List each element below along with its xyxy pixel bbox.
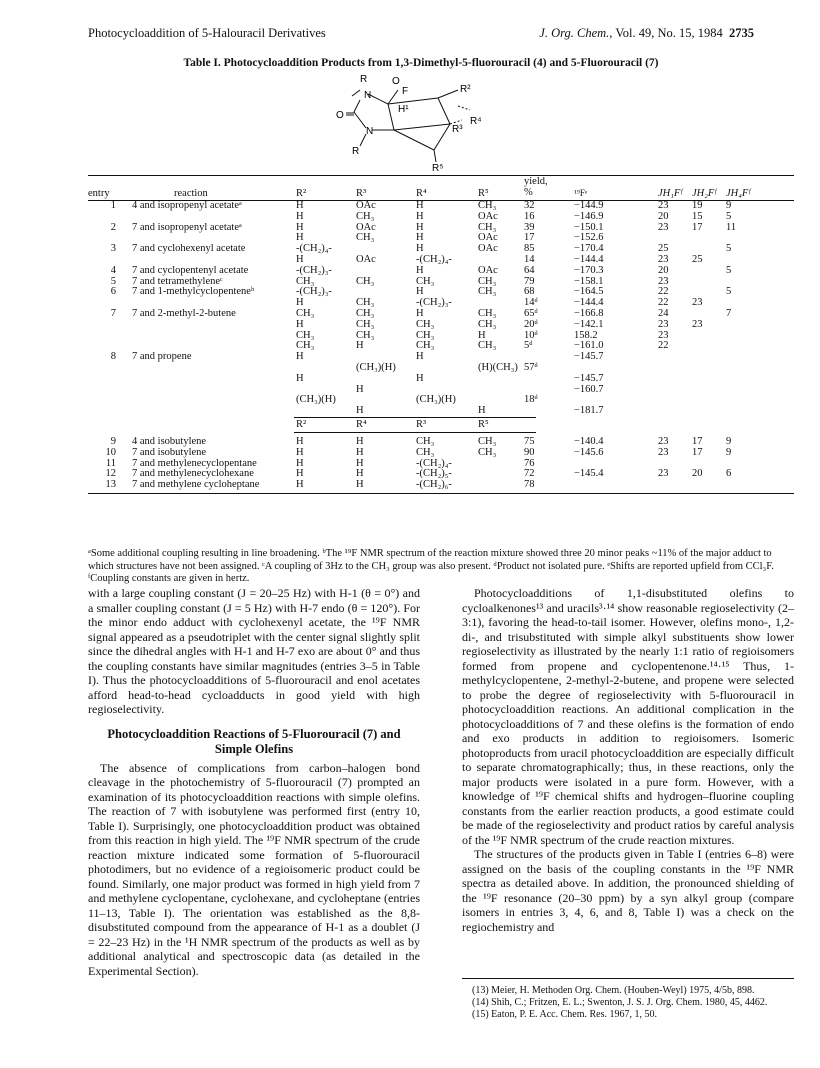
table-cell: CH₃ bbox=[478, 340, 497, 352]
running-header bbox=[88, 26, 754, 44]
table-subheader-row bbox=[88, 418, 794, 432]
table-cell: H bbox=[416, 264, 424, 276]
structure-label: O bbox=[392, 76, 400, 87]
table-cell: CH₃ bbox=[296, 329, 315, 341]
table-cell: (CH₃)(H) bbox=[416, 394, 456, 406]
table-cell: H bbox=[416, 351, 424, 363]
right-column bbox=[462, 586, 794, 934]
table-cell: H bbox=[296, 318, 304, 330]
table-cell: 4 and isopropenyl acetateᵃ bbox=[132, 200, 242, 211]
table-cell: 7 bbox=[110, 307, 116, 319]
table-cell: −145.4 bbox=[574, 468, 604, 480]
table-row bbox=[88, 341, 794, 352]
paragraph: The absence of complications from carbon–halogen bond cleavage in the photochemistry of 5-fluorouracil (7) prompted an examination of its photocycloaddition reactions with simple olefins. The reaction of 7 with isobutylene was performed first (entry 10, Table I). Surprisingly, one photocycloaddition product was obtained from this reaction in high yield. The ¹⁹F NMR spectrum of the crude reaction mixture indicated some formation of 5-fluorouracil photodimers, but no evidence of a regioisomeric product could be found. Similarly, one major product was formed in high yield from 7 and methylene cyclopentane, cyclohexane, and cycloheptane (entries 11–13, Table I). The orientation was established as the 8,8-disubstituted compound from the appearance of H-1 as a doublet (J = 22–23 Hz) in the ¹H NMR spectrum of the products as well as by additional analytical and spectroscopic data (as detailed in the Experimental Section). bbox=[88, 760, 420, 978]
table-cell: CH₃ bbox=[478, 221, 497, 233]
table-cell: 22 bbox=[658, 340, 669, 352]
table-row bbox=[88, 363, 794, 374]
table-cell: (CH₃)(H) bbox=[296, 394, 336, 406]
table-cell: 22 bbox=[658, 286, 669, 298]
table-row bbox=[88, 352, 794, 363]
table-cell: CH₃ bbox=[356, 297, 375, 309]
table-cell: OAc bbox=[478, 243, 498, 255]
table-row bbox=[88, 309, 794, 320]
table-cell: 23 bbox=[692, 318, 703, 330]
table-cell: 5ᵈ bbox=[524, 340, 533, 352]
table-cell: CH₃ bbox=[416, 340, 435, 352]
table-cell: H bbox=[356, 457, 364, 469]
left-column bbox=[88, 586, 420, 978]
table-cell: CH₃ bbox=[478, 446, 497, 458]
table-cell: H bbox=[416, 243, 424, 255]
table-cell: 20 bbox=[692, 468, 703, 480]
table-cell: −161.0 bbox=[574, 340, 604, 352]
table-cell: CH₃ bbox=[296, 307, 315, 319]
table-cell: CH₃ bbox=[356, 275, 375, 287]
table-cell: H bbox=[356, 405, 364, 417]
header-r2: R² bbox=[296, 188, 307, 199]
table-cell: H bbox=[296, 468, 304, 480]
table-cell: CH₃ bbox=[478, 307, 497, 319]
table-cell: OAc bbox=[478, 210, 498, 222]
page-number: 2735 bbox=[729, 26, 754, 40]
table-footnotes: ᵃSome additional coupling resulting in line broadening. ᵇThe ¹⁹F NMR spectrum of the reaction mixture showed three 20 minor peaks ~11% of the major adduct to which structures have not been assigned. ᶜA coupling of 3Hz to the CH₃ group was also present. ᵈProduct not isolated pure. ᵉShifts are reported upfield from CCl₃F. ᶠCoupling constants are given in hertz. bbox=[88, 548, 774, 584]
table-cell: H bbox=[356, 468, 364, 480]
table-cell: 17 bbox=[692, 221, 703, 233]
table-cell: 23 bbox=[658, 200, 669, 211]
table-cell: −158.1 bbox=[574, 275, 604, 287]
table-cell: CH₃ bbox=[478, 318, 497, 330]
table-cell: CH₃ bbox=[416, 275, 435, 287]
header-jh1f: JH₁Fᶠ bbox=[658, 188, 683, 199]
paragraph: The structures of the products given in Table I (entries 6–8) were assigned on the basis of the coupling constants in the ¹⁹F NMR spectra as detailed above. In addition, the pronounced shielding of the ¹⁹F resonance (20–30 ppm) by a syn alkyl group (compare isomers in entries 3, 4, 6, and 8, Table I) was a check on the regiochemistry and bbox=[462, 847, 794, 934]
table-cell: H bbox=[296, 351, 304, 363]
subheader-r4: R⁴ bbox=[356, 418, 367, 430]
table-cell: 20 bbox=[658, 210, 669, 222]
table-cell: 6 bbox=[110, 286, 116, 298]
table-cell: -(CH₂)₄- bbox=[416, 253, 452, 265]
table-cell: OAc bbox=[478, 232, 498, 244]
references bbox=[462, 978, 794, 1021]
table-cell: OAc bbox=[356, 221, 376, 233]
table-cell: −145.7 bbox=[574, 351, 604, 363]
table-cell: −152.6 bbox=[574, 232, 604, 244]
table-cell: 17 bbox=[692, 446, 703, 458]
table-cell: H bbox=[296, 221, 304, 233]
table-cell: H bbox=[356, 383, 364, 395]
table-cell: 79 bbox=[524, 275, 535, 287]
table-cell: CH₃ bbox=[416, 329, 435, 341]
table-cell: H bbox=[296, 457, 304, 469]
table-cell: 23 bbox=[658, 468, 669, 480]
header-r5: R⁵ bbox=[478, 188, 489, 199]
table-cell: H bbox=[416, 221, 424, 233]
journal-name: J. Org. Chem. bbox=[539, 26, 610, 40]
table-cell: H bbox=[356, 435, 364, 447]
table-cell: 7 and methylenecyclopentane bbox=[132, 457, 257, 469]
table-cell: 8 bbox=[110, 351, 116, 363]
table-cell: 158.2 bbox=[574, 329, 598, 341]
structure-label: F bbox=[402, 86, 409, 97]
table-cell: 17 bbox=[692, 435, 703, 447]
table-body-isobutylene bbox=[88, 437, 794, 491]
table-cell: −145.6 bbox=[574, 446, 604, 458]
table-cell: 90 bbox=[524, 446, 535, 458]
table-cell: H bbox=[356, 479, 364, 491]
table-cell: H bbox=[296, 372, 304, 384]
table-cell: 76 bbox=[524, 457, 535, 469]
table-cell: 23 bbox=[658, 329, 669, 341]
journal-citation bbox=[539, 26, 754, 41]
table-row bbox=[88, 212, 794, 223]
table-cell: 12 bbox=[105, 468, 116, 480]
table-cell: 3 bbox=[110, 243, 116, 255]
table-row bbox=[88, 395, 794, 406]
paragraph: Photocycloadditions of 1,1-disubstituted olefins to cycloalkenones¹³ and uracils³·¹⁴ show reasonable regioselectivity (2–3:1), favoring the head-to-tail isomer. However, olefins mono-, 1,2-di-, and trisubstituted with simple alkyl substituents show lower regioselectivity as illustrated by the nearly 1:1 ratio of regioisomers formed from propene and cyclopentenone.¹⁴·¹⁵ Thus, 1-methylcyclopentene, 2-methyl-2-butene, and propene were selected to probe the degree of regioselectivity with 5-fluorouracil in photocycloaddition reactions. An additional complication in the photocycloadditions of 7 and these olefins is the formation of endo and exo products in addition to regioisomers. Isomeric photoproducts from uracil photocycloaddition are especially difficult to separate chromatographically; thus, in these reactions, only the major products were isolated in a pure form. However, with a knowledge of ¹⁹F chemical shifts and hydrogen–fluorine coupling constants from the earlier reaction products, a good estimate could be made of the regioselectivity and product ratios by careful analysis of the ¹⁹F NMR spectrum of the crude reaction mixtures. bbox=[462, 586, 794, 847]
reference-14: (14) Shih, C.; Fritzen, E. L.; Swenton, J. S. J. Org. Chem. 1980, 45, 4462. bbox=[472, 997, 768, 1008]
structure-label: H¹ bbox=[398, 104, 409, 115]
structure-label: O bbox=[336, 110, 344, 121]
running-title: Photocycloaddition of 5-Halouracil Derivatives bbox=[88, 26, 326, 40]
structure-label: R bbox=[352, 146, 360, 157]
table-row bbox=[88, 266, 794, 277]
table-cell: CH₃ bbox=[416, 446, 435, 458]
table-cell: 39 bbox=[524, 221, 535, 233]
table-cell: −150.1 bbox=[574, 221, 604, 233]
table-cell: 14ᵈ bbox=[524, 297, 538, 309]
table-cell: 7 and isobutylene bbox=[132, 446, 207, 458]
table-cell: 5 bbox=[726, 243, 732, 255]
reference-15: (15) Eaton, P. E. Acc. Chem. Res. 1967, 1, 50. bbox=[472, 1009, 657, 1020]
structure-label: R³ bbox=[452, 124, 463, 135]
table-cell: 11 bbox=[726, 221, 737, 233]
table-cell: 4 and isobutylene bbox=[132, 435, 207, 447]
table-cell: -(CH₂)₆- bbox=[416, 479, 452, 491]
table-body-main bbox=[88, 201, 794, 417]
table-cell: −160.7 bbox=[574, 383, 604, 395]
reference-13: (13) Meier, H. Methoden Org. Chem. (Houben-Weyl) 1975, 4/5b, 898. bbox=[472, 985, 755, 996]
table-cell: 7 and cyclohexenyl acetate bbox=[132, 243, 246, 255]
table-row bbox=[88, 374, 794, 385]
table-cell: 7 and tetramethyleneᶜ bbox=[132, 275, 223, 287]
table-cell: −144.4 bbox=[574, 253, 604, 265]
table-cell: 15 bbox=[692, 210, 703, 222]
table-cell: H bbox=[478, 329, 486, 341]
table-row bbox=[88, 320, 794, 331]
table-row bbox=[88, 331, 794, 342]
table-cell: H bbox=[296, 200, 304, 211]
table-cell: 18ᵈ bbox=[524, 394, 538, 406]
table-header-row bbox=[88, 176, 794, 200]
table-cell: 5 bbox=[110, 275, 116, 287]
table-cell: 5 bbox=[726, 264, 732, 276]
table-cell: 4 bbox=[110, 264, 116, 276]
table-cell: 7 and 2-methyl-2-butene bbox=[132, 307, 236, 319]
table-cell: 22 bbox=[658, 297, 669, 309]
table-cell: H bbox=[296, 297, 304, 309]
table-cell: 7 bbox=[726, 307, 732, 319]
table-cell: 7 and methylene cycloheptane bbox=[132, 479, 260, 491]
table-cell: CH₃ bbox=[478, 435, 497, 447]
table-cell: H bbox=[296, 446, 304, 458]
table-cell: H bbox=[416, 200, 424, 211]
table-cell: CH₃ bbox=[356, 318, 375, 330]
table-cell: 23 bbox=[658, 221, 669, 233]
table-cell: CH₃ bbox=[416, 318, 435, 330]
header-f19: ¹⁹Fᵉ bbox=[574, 188, 588, 198]
table-cell: 57ᵈ bbox=[524, 361, 538, 373]
table-cell: 24 bbox=[658, 307, 669, 319]
table-cell: 75 bbox=[524, 435, 535, 447]
paragraph: with a large coupling constant (J = 20–25 Hz) with H-1 (θ = 0°) and a smaller coupling constant (J = 5 Hz) with H-7 endo (θ = 120°). For the minor endo adduct with cyclohexenyl acetate, the ¹⁹F NMR signal appeared as a pseudotriplet with the center signal slightly split since the dihedral angles with H-1 and H-7 exo are about 0° and thus the coupling constants have similar magnitudes (entries 3–5 in Table I). Thus the photocycloadditions of 5-fluorouracil and enol acetates afford head-to-head cycloadducts in good yield with high regioselectivity. bbox=[88, 586, 420, 716]
table-cell: 11 bbox=[105, 457, 116, 469]
table-cell: H bbox=[416, 372, 424, 384]
structure-label: N bbox=[366, 126, 374, 137]
table-cell: -(CH₂)₄- bbox=[416, 457, 452, 469]
table-cell: 20 bbox=[658, 264, 669, 276]
table-cell: H bbox=[296, 210, 304, 222]
table-cell: CH₃ bbox=[356, 307, 375, 319]
header-r3: R³ bbox=[356, 188, 367, 199]
table-cell: CH₃ bbox=[478, 200, 497, 211]
table-cell: 14 bbox=[524, 253, 535, 265]
table-cell: 7 and cyclopentenyl acetate bbox=[132, 264, 249, 276]
table-cell: H bbox=[296, 253, 304, 265]
table-cell: −181.7 bbox=[574, 405, 604, 417]
table-cell: H bbox=[356, 340, 364, 352]
table-cell: CH₃ bbox=[478, 286, 497, 298]
structure-label: R⁴ bbox=[470, 116, 482, 127]
table-cell: 13 bbox=[105, 479, 116, 491]
table-cell: H bbox=[296, 435, 304, 447]
table-cell: −170.4 bbox=[574, 243, 604, 255]
table-cell: H bbox=[478, 405, 486, 417]
table-cell: CH₃ bbox=[356, 210, 375, 222]
table-cell: 23 bbox=[658, 446, 669, 458]
table-cell: CH₃ bbox=[296, 275, 315, 287]
table-cell: OAc bbox=[356, 253, 376, 265]
table-cell: 6 bbox=[726, 468, 732, 480]
subheader-r5: R⁵ bbox=[478, 418, 489, 430]
table-caption: Table I. Photocycloaddition Products from 1,3-Dimethyl-5-fluorouracil (4) and 5-Fluorouracil (7) bbox=[183, 57, 659, 69]
table-cell: -(CH₂)₃- bbox=[416, 297, 452, 309]
table-cell: H bbox=[416, 286, 424, 298]
header-reaction: reaction bbox=[174, 188, 208, 199]
table-cell: −170.3 bbox=[574, 264, 604, 276]
table-cell: −144.9 bbox=[574, 200, 604, 211]
header-r4: R⁴ bbox=[416, 188, 427, 199]
table-rule bbox=[294, 432, 536, 433]
table-cell: -(CH₂)₃- bbox=[296, 286, 332, 298]
table-cell: 7 and isopropenyl acetateᵃ bbox=[132, 221, 242, 233]
table-row bbox=[88, 406, 794, 417]
structure-label: R² bbox=[460, 84, 471, 95]
table-cell: 19 bbox=[692, 200, 703, 211]
structure-label: R bbox=[360, 74, 368, 85]
table-cell: 7 and propene bbox=[132, 351, 192, 363]
table-cell: CH₃ bbox=[356, 329, 375, 341]
table-cell: 72 bbox=[524, 468, 535, 480]
table-cell: −142.1 bbox=[574, 318, 604, 330]
table-cell: 23 bbox=[658, 275, 669, 287]
table-cell: 78 bbox=[524, 479, 535, 491]
table-cell: CH₃ bbox=[478, 275, 497, 287]
table-cell: 25 bbox=[692, 253, 703, 265]
table-cell: -(CH₂)₅- bbox=[416, 468, 452, 480]
table-row bbox=[88, 480, 794, 491]
structure-label: R⁵ bbox=[432, 163, 444, 172]
section-heading: Photocycloaddition Reactions of 5-Fluorouracil (7) and Simple Olefins bbox=[107, 726, 401, 756]
header-yield: yield, % bbox=[524, 176, 548, 198]
header-jh4f: JH₄Fᶠ bbox=[726, 188, 751, 199]
structure-label: N bbox=[364, 90, 372, 101]
table-cell: CH₃ bbox=[296, 340, 315, 352]
table-cell: 1 bbox=[110, 200, 116, 211]
table-cell: 7 and methylenecyclohexane bbox=[132, 468, 254, 480]
table-cell: CH₃ bbox=[356, 232, 375, 244]
table-cell: 10ᵈ bbox=[524, 329, 538, 341]
table-cell: 23 bbox=[658, 318, 669, 330]
table-cell: -(CH₂)₃- bbox=[296, 264, 332, 276]
table-cell: 17 bbox=[524, 232, 535, 244]
table-cell: 64 bbox=[524, 264, 535, 276]
table-cell: 32 bbox=[524, 200, 535, 211]
table-cell: 9 bbox=[726, 446, 732, 458]
table-cell: 2 bbox=[110, 221, 116, 233]
table-row bbox=[88, 448, 794, 459]
table-cell: 25 bbox=[658, 243, 669, 255]
table-rule bbox=[88, 493, 794, 494]
table-cell: 23 bbox=[658, 435, 669, 447]
table-cell: H bbox=[296, 479, 304, 491]
header-entry: entry bbox=[88, 188, 110, 199]
table-cell: −144.4 bbox=[574, 297, 604, 309]
journal-volume: , Vol. 49, No. 15, 1984 bbox=[609, 26, 723, 40]
table-cell: CH₃ bbox=[416, 435, 435, 447]
table-cell: 7 and 1-methylcyclopenteneᵇ bbox=[132, 286, 255, 298]
table-cell: 23 bbox=[692, 297, 703, 309]
structure-diagram bbox=[308, 72, 528, 172]
data-table bbox=[88, 175, 794, 494]
table-cell: 16 bbox=[524, 210, 535, 222]
subheader-r2: R² bbox=[296, 418, 307, 430]
table-cell: −164.5 bbox=[574, 286, 604, 298]
table-cell: H bbox=[356, 446, 364, 458]
table-row bbox=[88, 201, 794, 212]
table-cell: 9 bbox=[726, 435, 732, 447]
table-cell: OAc bbox=[356, 200, 376, 211]
table-cell: 68 bbox=[524, 286, 535, 298]
table-cell: H bbox=[416, 232, 424, 244]
subheader-r3: R³ bbox=[416, 418, 427, 430]
table-cell: (CH₃)(H) bbox=[356, 361, 396, 373]
table-cell: 85 bbox=[524, 243, 535, 255]
table-cell: H bbox=[296, 232, 304, 244]
table-cell: 9 bbox=[110, 435, 116, 447]
table-cell: 23 bbox=[658, 253, 669, 265]
table-cell: -(CH₂)₄- bbox=[296, 243, 332, 255]
table-row bbox=[88, 223, 794, 234]
table-cell: 5 bbox=[726, 210, 732, 222]
table-cell: 10 bbox=[105, 446, 116, 458]
table-cell: 65ᵈ bbox=[524, 307, 538, 319]
table-cell: H bbox=[416, 210, 424, 222]
table-cell: −146.9 bbox=[574, 210, 604, 222]
table-cell: H bbox=[416, 307, 424, 319]
header-jh2f: JH₂Fᶠ bbox=[692, 188, 717, 199]
table-cell: 20ᵈ bbox=[524, 318, 538, 330]
table-cell: −145.7 bbox=[574, 372, 604, 384]
table-cell: −166.8 bbox=[574, 307, 604, 319]
table-cell: (H)(CH₃) bbox=[478, 361, 518, 373]
table-cell: 9 bbox=[726, 200, 732, 211]
table-cell: OAc bbox=[478, 264, 498, 276]
table-cell: 5 bbox=[726, 286, 732, 298]
table-cell: −140.4 bbox=[574, 435, 604, 447]
